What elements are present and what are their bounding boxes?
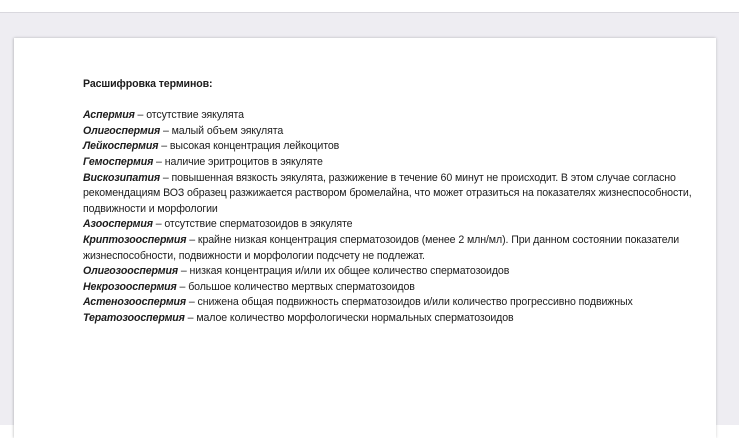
definition: отсутствие эякулята [146, 109, 244, 122]
term: Астенозооспермия [83, 296, 187, 309]
term: Азооспермия [83, 218, 153, 231]
separator: – [152, 218, 165, 231]
separator: – [178, 265, 190, 278]
separator: – [160, 124, 172, 137]
definition: низкая концентрация и/или их общее количество сперматозоидов [189, 265, 510, 278]
top-bar [0, 0, 739, 12]
definition: малое количество морфологически нормальных сперматозоидов [196, 311, 514, 324]
term-entry-oligospermia [83, 124, 713, 140]
term: Криптозооспермия [83, 233, 187, 246]
term: Олигоспермия [83, 124, 161, 137]
definition: снижена общая подвижность сперматозоидов и/или количество прогрессивно подвижных [197, 296, 633, 309]
term-entry-leukospermia [83, 139, 713, 155]
definition: высокая концентрация лейкоцитов [169, 140, 340, 153]
separator: – [186, 296, 198, 309]
term-entry-azoospermia [83, 217, 713, 233]
term: Олигозооспермия [83, 265, 179, 278]
separator: – [176, 280, 189, 293]
definition: малый объем эякулята [171, 124, 284, 137]
separator: – [153, 155, 165, 168]
definition: наличие эритроцитов в эякуляте [164, 155, 323, 168]
term-entry-teratozoospermia [83, 311, 713, 327]
term: Аспермия [83, 109, 135, 122]
separator: – [186, 233, 198, 246]
term-entry-cryptozoospermia [83, 233, 713, 264]
term-entry-oligozoospermia [83, 264, 713, 280]
document-viewer[interactable] [0, 12, 739, 425]
separator: – [160, 171, 172, 184]
term: Гемоспермия [83, 155, 154, 168]
term-entry-necrozoospermia [83, 280, 713, 296]
separator: – [158, 140, 170, 153]
term-entry-asthenozoospermia [83, 295, 713, 311]
definition: отсутствие сперматозоидов в эякуляте [164, 218, 353, 231]
term-entry-aspermia [83, 108, 713, 124]
term: Вискозипатия [83, 171, 161, 184]
definition: повышенная вязкость эякулята, разжижение в течение 60 минут не происходит. В этом случае согласно рекомендациям ВОЗ образец разжижается раствором бромелайна, что может отразиться на показателях жизнеспособности, подвижности и морфологии [83, 171, 692, 215]
term-entry-viscosipathy [83, 171, 713, 218]
separator: – [134, 109, 147, 122]
page-content [83, 77, 713, 327]
document-page [14, 38, 716, 438]
definition: большое количество мертвых сперматозоидов [188, 280, 415, 293]
term: Некрозооспермия [83, 280, 177, 293]
separator: – [184, 311, 197, 324]
term: Тератозооспермия [83, 311, 185, 324]
term: Лейкоспермия [83, 140, 159, 153]
section-heading: Расшифровка терминов: [83, 78, 213, 90]
definition: крайне низкая концентрация сперматозоидов (менее 2 млн/мл). При данном состоянии показатели жизнеспособности, подвижности и морфологии подсчету не подлежат. [83, 233, 680, 262]
term-entry-hemospermia [83, 155, 713, 171]
